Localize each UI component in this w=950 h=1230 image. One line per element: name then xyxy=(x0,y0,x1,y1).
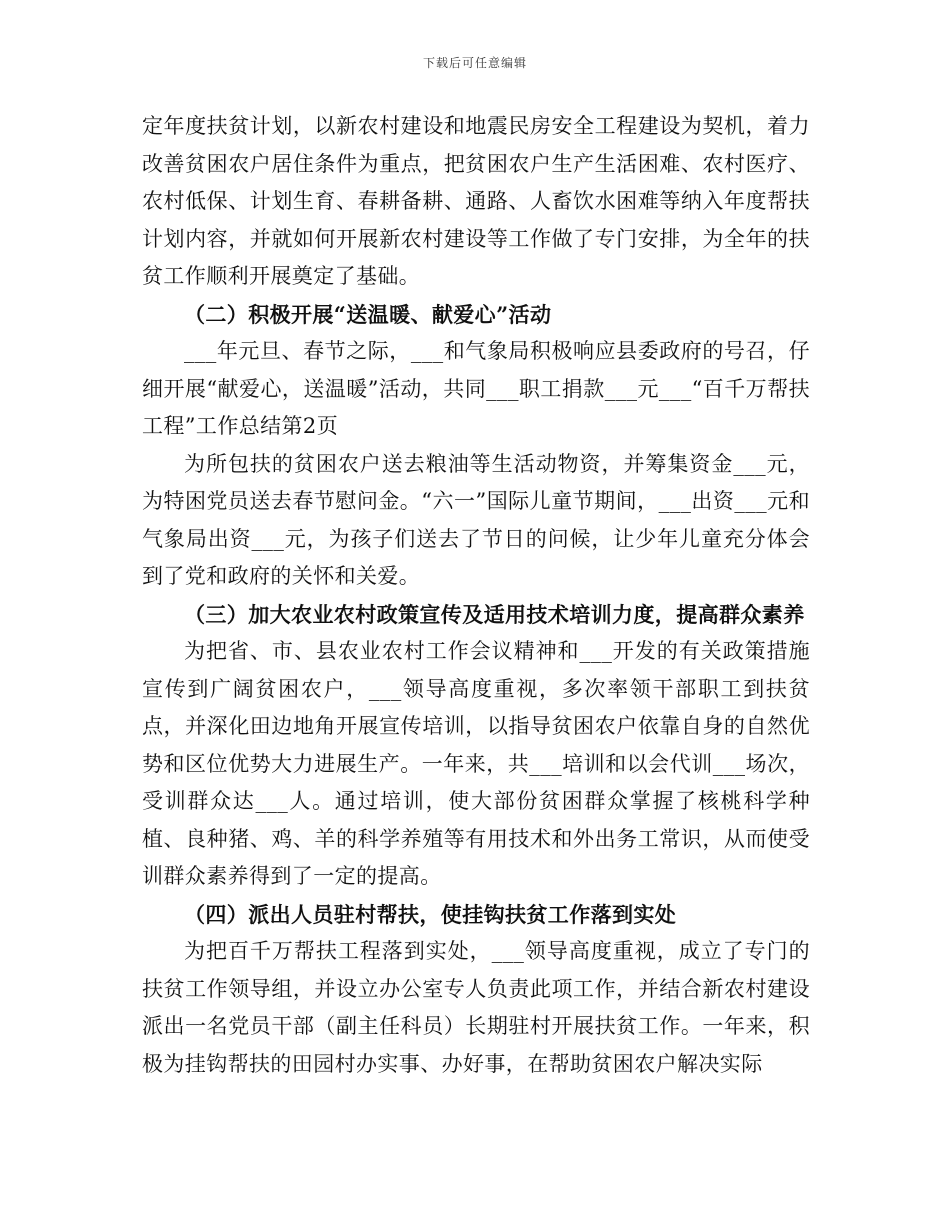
paragraph-continuation: 定年度扶贫计划，以新农村建设和地震民房安全工程建设为契机，着力改善贫困农户居住条件为重点，把贫困农户生产生活困难、农村医疗、农村低保、计划生育、春耕备耕、通路、人畜饮水困难等纳入年度帮扶计划内容，并就如何开展新农村建设等工作做了专门安排，为全年的扶贫工作顺利开展奠定了基础。 xyxy=(142,114,810,288)
section-heading-2: （二）积极开展“送温暖、献爱心”活动 xyxy=(184,301,552,327)
paragraph-training: 为把省、市、县农业农村工作会议精神和___开发的有关政策措施宣传到广阔贫困农户，___领导高度重视，多次率领干部职工到扶贫点，并深化田边地角开展宣传培训，以指导贫困农户依靠自身的自然优势和区位优势大力进展生产。一年来，共___培训和以会代训___场次，受训群众达___人。通过培训，使大部份贫困群众掌握了核桃科学种植、良种猪、鸡、羊的科学养殖等有用技术和外出务工常识，从而使受训群众素养得到了一定的提高。 xyxy=(142,639,810,888)
document-body xyxy=(142,108,810,1083)
section-heading-3: （三）加大农业农村政策宣传及适用技术培训力度，提高群众素养 xyxy=(184,601,805,627)
page-header: 下载后可任意编辑 xyxy=(422,56,527,70)
paragraph-warmth-activity: ___年元旦、春节之际，___和气象局积极响应县委政府的号召，仔细开展“献爱心，送温暖”活动，共同___职工捐款___元___“百千万帮扶工程”工作总结第2页 xyxy=(142,339,810,438)
paragraph-donation: 为所包扶的贫困农户送去粮油等生活动物资，并筹集资金___元，为特困党员送去春节慰问金。“六一”国际儿童节期间，___出资___元和气象局出资___元，为孩子们送去了节日的问候，让少年儿童充分体会到了党和政府的关怀和关爱。 xyxy=(142,451,810,588)
paragraph-village-assistance: 为把百千万帮扶工程落到实处，___领导高度重视，成立了专门的扶贫工作领导组，并设立办公室专人负责此项工作，并结合新农村建设派出一名党员干部（副主任科员）长期驻村开展扶贫工作。一年来，积极为挂钩帮扶的田园村办实事、办好事，在帮助贫困农户解决实际 xyxy=(142,939,810,1076)
section-heading-4: （四）派出人员驻村帮扶，使挂钩扶贫工作落到实处 xyxy=(184,901,677,927)
